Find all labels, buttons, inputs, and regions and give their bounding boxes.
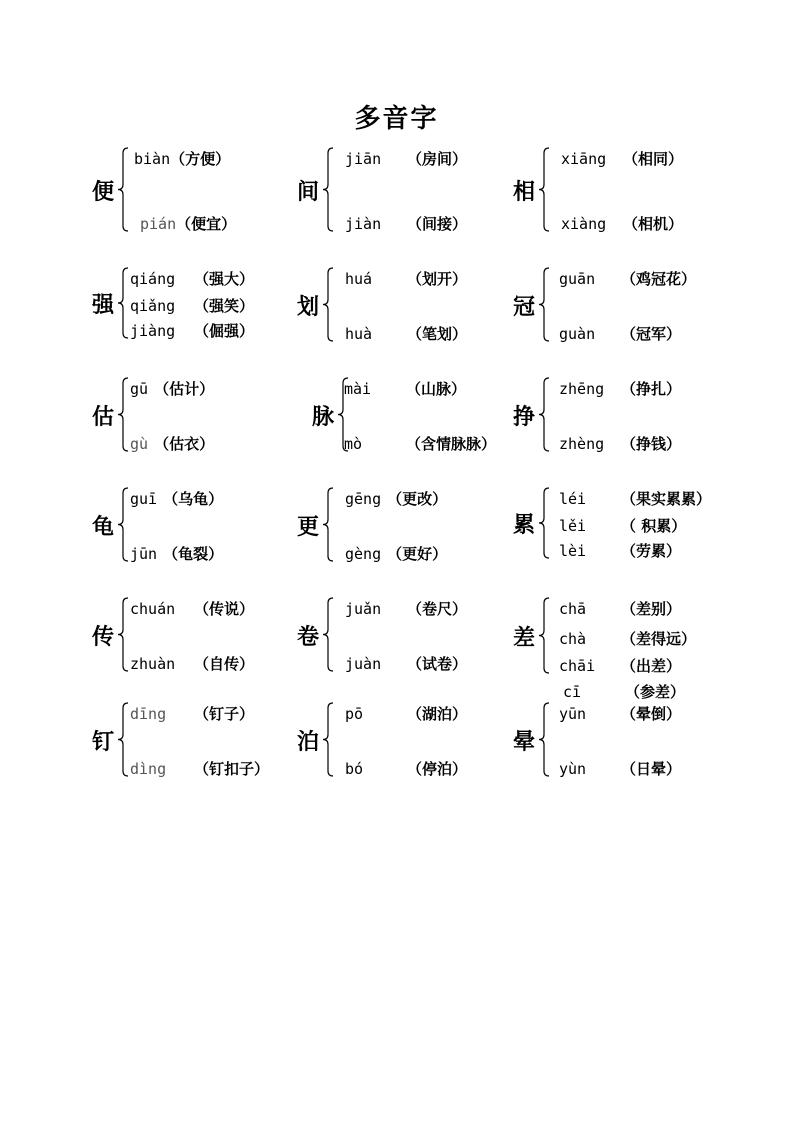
page-title: 多音字 <box>354 104 439 134</box>
example-word: （钉扣子） <box>194 760 270 778</box>
reading-line <box>559 488 711 509</box>
pinyin: gēng <box>345 490 382 508</box>
pinyin: bó <box>345 760 364 778</box>
brace-icon <box>538 147 550 236</box>
example-word: （ 积累） <box>621 517 687 535</box>
pinyin: chā <box>559 600 587 618</box>
reading-line <box>130 703 254 724</box>
example-word: （卷尺） <box>407 600 468 618</box>
reading-line <box>130 378 214 399</box>
example-word: （冠军） <box>621 325 682 343</box>
reading-line <box>130 320 254 341</box>
pinyin: léi <box>559 490 587 508</box>
pinyin: yùn <box>559 760 587 778</box>
pinyin: pō <box>345 705 364 723</box>
reading-line <box>559 655 681 676</box>
polyphone-character: 卷 <box>297 623 320 650</box>
reading-line <box>130 295 254 316</box>
pinyin: jiān <box>345 150 382 168</box>
example-word: （方便） <box>170 150 231 168</box>
reading-line <box>130 653 254 674</box>
polyphone-character: 龟 <box>92 513 115 540</box>
pinyin: jūn <box>130 545 158 563</box>
brace-icon <box>117 487 129 566</box>
pinyin: xiàng <box>561 215 607 233</box>
pinyin: yūn <box>559 705 587 723</box>
polyphone-character: 差 <box>513 624 536 651</box>
polyphone-character: 累 <box>513 512 536 538</box>
polyphone-character: 间 <box>297 178 320 205</box>
example-word: （龟裂） <box>163 545 224 563</box>
pinyin: lěi <box>559 517 587 535</box>
reading-line <box>559 323 681 344</box>
pinyin: zhēng <box>559 380 605 398</box>
pinyin: zhèng <box>559 435 605 453</box>
brace-icon <box>322 147 334 236</box>
polyphone-character: 便 <box>92 178 115 205</box>
example-word: （更好） <box>387 545 448 563</box>
pinyin: gù <box>130 435 149 453</box>
reading-line <box>561 148 683 169</box>
pinyin: qiǎng <box>130 297 176 315</box>
polyphone-character: 更 <box>297 513 320 540</box>
example-word: （便宜） <box>176 215 237 233</box>
brace-icon <box>538 487 550 563</box>
pinyin: huà <box>345 325 373 343</box>
polyphone-character: 晕 <box>513 728 536 755</box>
example-word: （差别） <box>621 600 682 618</box>
pinyin: xiāng <box>561 150 607 168</box>
brace-icon <box>322 487 334 566</box>
reading-line <box>559 628 696 649</box>
brace-icon <box>322 267 334 346</box>
example-word: （山脉） <box>406 380 467 398</box>
reading-line <box>130 598 254 619</box>
polyphone-character: 传 <box>92 623 115 650</box>
example-word: （出差） <box>621 657 682 675</box>
brace-icon <box>538 377 550 456</box>
example-word: （传说） <box>194 600 255 618</box>
pinyin: jiàn <box>345 215 382 233</box>
example-word: （强笑） <box>194 297 255 315</box>
polyphone-character: 钉 <box>92 728 115 755</box>
brace-icon <box>538 267 550 346</box>
polyphone-character: 泊 <box>297 728 320 755</box>
pinyin: juàn <box>345 655 382 673</box>
reading-line <box>559 378 681 399</box>
polyphone-character: 强 <box>92 292 115 318</box>
pinyin: pián <box>140 215 177 233</box>
brace-icon <box>322 597 334 676</box>
example-word: （停泊） <box>407 760 468 778</box>
pinyin: guī <box>130 490 158 508</box>
pinyin: zhuàn <box>130 655 176 673</box>
brace-icon <box>322 702 334 781</box>
reading-line <box>559 703 681 724</box>
reading-line <box>345 653 467 674</box>
reading-line <box>345 758 467 779</box>
polyphone-character: 划 <box>297 293 320 320</box>
reading-line <box>559 598 681 619</box>
reading-line <box>345 488 447 509</box>
reading-line <box>130 268 254 289</box>
example-word: （劳累） <box>621 542 682 560</box>
reading-line <box>345 323 467 344</box>
polyphone-character: 估 <box>92 403 115 430</box>
reading-line <box>344 378 466 399</box>
polyphone-character: 脉 <box>312 403 335 430</box>
pinyin: mò <box>344 435 363 453</box>
polyphone-character: 冠 <box>513 293 536 320</box>
reading-line <box>559 268 696 289</box>
example-word: （划开） <box>407 270 468 288</box>
reading-line <box>559 540 681 561</box>
example-word: （房间） <box>407 150 468 168</box>
pinyin: chāi <box>559 657 596 675</box>
reading-line <box>130 758 269 779</box>
example-word: （笔划） <box>407 325 468 343</box>
reading-line <box>559 758 681 779</box>
brace-icon <box>117 597 129 676</box>
pinyin: qiáng <box>130 270 176 288</box>
polyphone-character: 相 <box>513 178 536 205</box>
pinyin: cī <box>563 683 582 701</box>
example-word: （果实累累） <box>621 490 712 508</box>
reading-line <box>130 488 223 509</box>
brace-icon <box>538 597 550 678</box>
example-word: （估计） <box>154 380 215 398</box>
example-word: （差得远） <box>621 630 697 648</box>
example-word: （日晕） <box>621 760 682 778</box>
pinyin: guān <box>559 270 596 288</box>
reading-line <box>345 543 447 564</box>
example-word: （强大） <box>194 270 255 288</box>
example-word: （试卷） <box>407 655 468 673</box>
pinyin: chà <box>559 630 587 648</box>
pinyin: lèi <box>559 542 587 560</box>
brace-icon <box>117 147 129 236</box>
example-word: （自传） <box>194 655 255 673</box>
brace-icon <box>538 702 550 781</box>
pinyin: dīng <box>130 705 167 723</box>
reading-line <box>344 433 496 454</box>
example-word: （鸡冠花） <box>621 270 697 288</box>
reading-line <box>130 543 223 564</box>
pinyin: gū <box>130 380 149 398</box>
reading-line <box>134 148 230 169</box>
example-word: （挣扎） <box>621 380 682 398</box>
example-word: （更改） <box>387 490 448 508</box>
brace-icon <box>117 377 129 456</box>
example-word: （挣钱） <box>621 435 682 453</box>
reading-line <box>345 213 467 234</box>
pinyin: mài <box>344 380 372 398</box>
pinyin: huá <box>345 270 373 288</box>
example-word: （乌龟） <box>163 490 224 508</box>
pinyin: biàn <box>134 150 171 168</box>
example-word: （相机） <box>623 215 684 233</box>
reading-line <box>561 213 683 234</box>
pinyin: juǎn <box>345 600 382 618</box>
example-word: （相同） <box>623 150 684 168</box>
pinyin: jiàng <box>130 322 176 340</box>
brace-icon <box>117 267 129 343</box>
reading-line <box>345 703 467 724</box>
reading-line <box>345 598 467 619</box>
example-word: （湖泊） <box>407 705 468 723</box>
example-word: （间接） <box>407 215 468 233</box>
example-word: （估衣） <box>154 435 215 453</box>
brace-icon <box>117 702 129 781</box>
example-word: （钉子） <box>194 705 255 723</box>
pinyin: chuán <box>130 600 176 618</box>
reading-line <box>559 433 681 454</box>
reading-line <box>559 515 686 536</box>
reading-line <box>130 433 214 454</box>
pinyin: gèng <box>345 545 382 563</box>
example-word: （参差） <box>625 683 686 701</box>
example-word: （晕倒） <box>621 705 682 723</box>
reading-line <box>140 213 236 234</box>
pinyin: guàn <box>559 325 596 343</box>
reading-line <box>563 681 685 702</box>
polyphone-character: 挣 <box>513 403 536 430</box>
pinyin: dìng <box>130 760 167 778</box>
example-word: （含情脉脉） <box>406 435 497 453</box>
reading-line <box>345 148 467 169</box>
example-word: （倔强） <box>194 322 255 340</box>
reading-line <box>345 268 467 289</box>
